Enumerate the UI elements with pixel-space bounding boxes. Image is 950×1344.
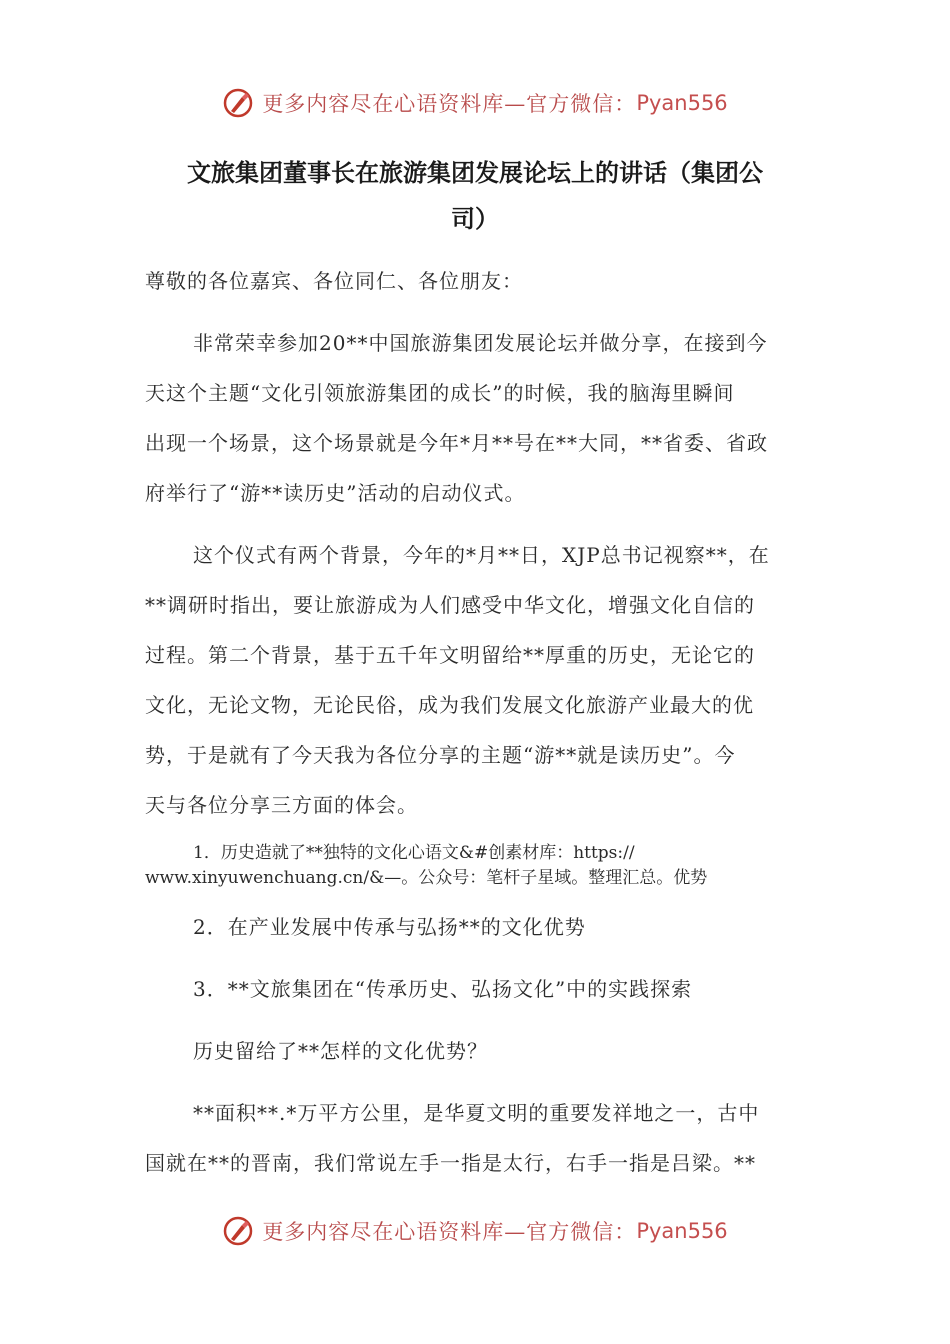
list-item-3: 3．**文旅集团在“传承历史、弘扬文化”中的实践探索 [193, 977, 693, 1001]
pen-logo-icon [222, 1215, 254, 1247]
document-title-line1: 文旅集团董事长在旅游集团发展论坛上的讲话（集团公 [187, 158, 763, 187]
banner-text: 更多内容尽在心语资料库—官方微信： [262, 92, 637, 116]
list-item-1: 1．历史造就了**独特的文化心语文&#创素材库：https:// [193, 843, 635, 863]
header-banner [0, 83, 950, 123]
paragraph-line: 势，于是就有了今天我为各位分享的主题“游**就是读历史”。今 [145, 743, 736, 767]
list-item-2: 2．在产业发展中传承与弘扬**的文化优势 [193, 915, 586, 939]
list-item-1-cont: www.xinyuwenchuang.cn/&—。公众号：笔杆子星域。整理汇总。优势 [145, 868, 708, 888]
section-heading: 历史留给了**怎样的文化优势？ [193, 1039, 488, 1063]
paragraph-line: 过程。第二个背景，基于五千年文明留给**厚重的历史，无论它的 [145, 643, 755, 667]
salutation: 尊敬的各位嘉宾、各位同仁、各位朋友： [145, 269, 523, 293]
document-title-line2: 司） [451, 204, 499, 233]
paragraph-line: **面积**.*万平方公里，是华夏文明的重要发祥地之一，古中 [193, 1101, 760, 1125]
footer-banner [0, 1211, 950, 1251]
paragraph-line: 文化，无论文物，无论民俗，成为我们发展文化旅游产业最大的优 [145, 693, 754, 717]
paragraph-line: 非常荣幸参加20**中国旅游集团发展论坛并做分享，在接到今 [193, 331, 768, 355]
banner-text: 更多内容尽在心语资料库—官方微信： [262, 1220, 637, 1244]
paragraph-line: **调研时指出，要让旅游成为人们感受中华文化，增强文化自信的 [145, 593, 755, 617]
paragraph-line: 这个仪式有两个背景，今年的*月**日，XJP总书记视察**，在 [193, 543, 770, 567]
paragraph-line: 国就在**的晋南，我们常说左手一指是太行，右手一指是吕梁。** [145, 1151, 756, 1175]
pen-logo-icon [222, 87, 254, 119]
paragraph-line: 府举行了“游**读历史”活动的启动仪式。 [145, 481, 526, 505]
banner-wechat-id: Pyan556 [636, 1219, 728, 1243]
paragraph-line: 天这个主题“文化引领旅游集团的成长”的时候，我的脑海里瞬间 [145, 381, 735, 405]
banner-wechat-id: Pyan556 [636, 91, 728, 115]
paragraph-line: 出现一个场景，这个场景就是今年*月**号在**大同，**省委、省政 [145, 431, 768, 455]
paragraph-line: 天与各位分享三方面的体会。 [145, 793, 418, 817]
